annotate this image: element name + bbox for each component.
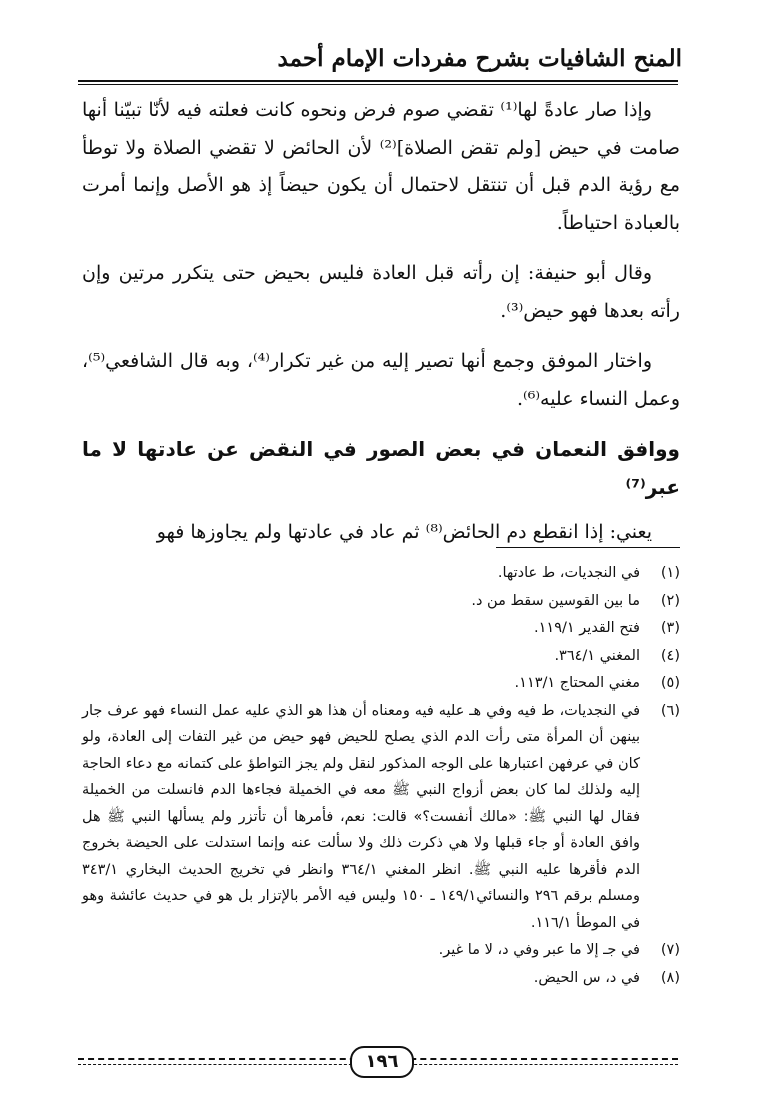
footnote-5 (82, 670, 680, 697)
footnote-8 (82, 965, 680, 992)
footnote-number: (٨) (660, 969, 680, 986)
footnote-text: في النجديات، ط فيه وفي هـ عليه فيه ومعناه أن هذا هو الذي عليه عمل النساء فهو عرف جار بينهن أن المرأة متى رأت الدم الذي يصلح للحيض فهو حيض من غير التفات إلى العادة، ولو كان في عرفهن اعتبارها على الوجه المذكور لنقل ولم يجز التواطؤ على كتمانه مع دعاء الحاجة إليه ولذلك لما كان بعض أزواج النبي ﷺ معه في الخميلة فجاءها الدم فانسلت من الخميلة فقال لها النبي ﷺ: «مالك أنفست؟» قالت: نعم، فأمرها أن تأتزر ولم يسألها النبي ﷺ هل وافق العادة أو جاء قبلها ولا هي ذكرت ذلك ولا سألت عنه وإنما استدلت على الحيضة بخروج الدم فأقرها عليه النبي ﷺ. انظر المغني ٣٦٤/١ وانظر في تخريج الحديث البخاري ٣٤٣/١ ومسلم برقم ٢٩٦ والنسائي١٤٩/١ ـ ١٥٠ وليس فيه الأمر بالإتزار بل هو في حديث عائشة وهو في الموطأ ١١٦/١. (82, 702, 640, 931)
footnote-number: (١) (660, 565, 680, 581)
footnote-number: (٧) (660, 942, 680, 958)
footnote-text: فتح القدير ١١٩/١. (534, 620, 640, 636)
main-text (82, 92, 680, 565)
footnote-3 (82, 615, 680, 642)
footnote-separator (496, 547, 680, 548)
paragraph-1: وإذا صار عادةً لها⁽¹⁾ تقضي صوم فرض ونحوه كانت فعلته فيه لأنّا تبيّنا أنها صامت في حيض [ولم تقض الصلاة]⁽²⁾ لأن الحائض لا تقضي الصلاة ولا توطأ مع رؤية الدم قبل أن تنتقل لاحتمال أن يكون حيضاً إذ هو الأصل وإنما أمرت بالعبادة احتياطاً. (82, 99, 680, 234)
footnote-1 (82, 560, 680, 587)
footnote-text: مغني المحتاج ١١٣/١. (514, 675, 640, 691)
page-number: ١٩٦ (350, 1046, 414, 1078)
footnote-4 (82, 643, 680, 670)
footnote-7 (82, 937, 680, 964)
footnote-text: ما بين القوسين سقط من د. (471, 592, 640, 609)
footnote-text: في جـ إلا ما عبر وفي د، لا ما غير. (438, 942, 640, 958)
footnote-number: (٣) (660, 620, 680, 636)
verse-line: ووافق النعمان في بعض الصور في النقض عن عادتها لا ما عبر⁽⁷⁾ (82, 437, 680, 499)
paragraph-3: واختار الموفق وجمع أنها تصير إليه من غير تكرار⁽⁴⁾، وبه قال الشافعي⁽⁵⁾، وعمل النساء عليه⁽⁶⁾. (82, 350, 680, 410)
header-rule (78, 80, 678, 82)
footnote-text: في النجديات، ط عادتها. (497, 565, 640, 581)
footnote-text: في د، س الحيض. (533, 969, 640, 986)
paragraph-2: وقال أبو حنيفة: إن رأته قبل العادة فليس بحيض حتى يتكرر مرتين وإن رأته بعدها فهو حيض⁽³⁾. (82, 262, 680, 322)
footnote-number: (٦) (660, 702, 680, 719)
footnote-text: المغني ٣٦٤/١. (554, 647, 640, 664)
paragraph-4: يعني: إذا انقطع دم الحائض⁽⁸⁾ ثم عاد في عادتها ولم يجاوزها فهو (156, 521, 652, 543)
header-rule-thin (78, 84, 678, 85)
footnotes (82, 560, 680, 992)
running-head-title: المنح الشافيات بشرح مفردات الإمام أحمد (277, 45, 682, 72)
footnote-6 (82, 698, 680, 937)
footnote-2 (82, 588, 680, 615)
footnote-number: (٢) (660, 592, 680, 609)
footnote-number: (٥) (660, 675, 680, 691)
footnote-number: (٤) (660, 647, 680, 664)
